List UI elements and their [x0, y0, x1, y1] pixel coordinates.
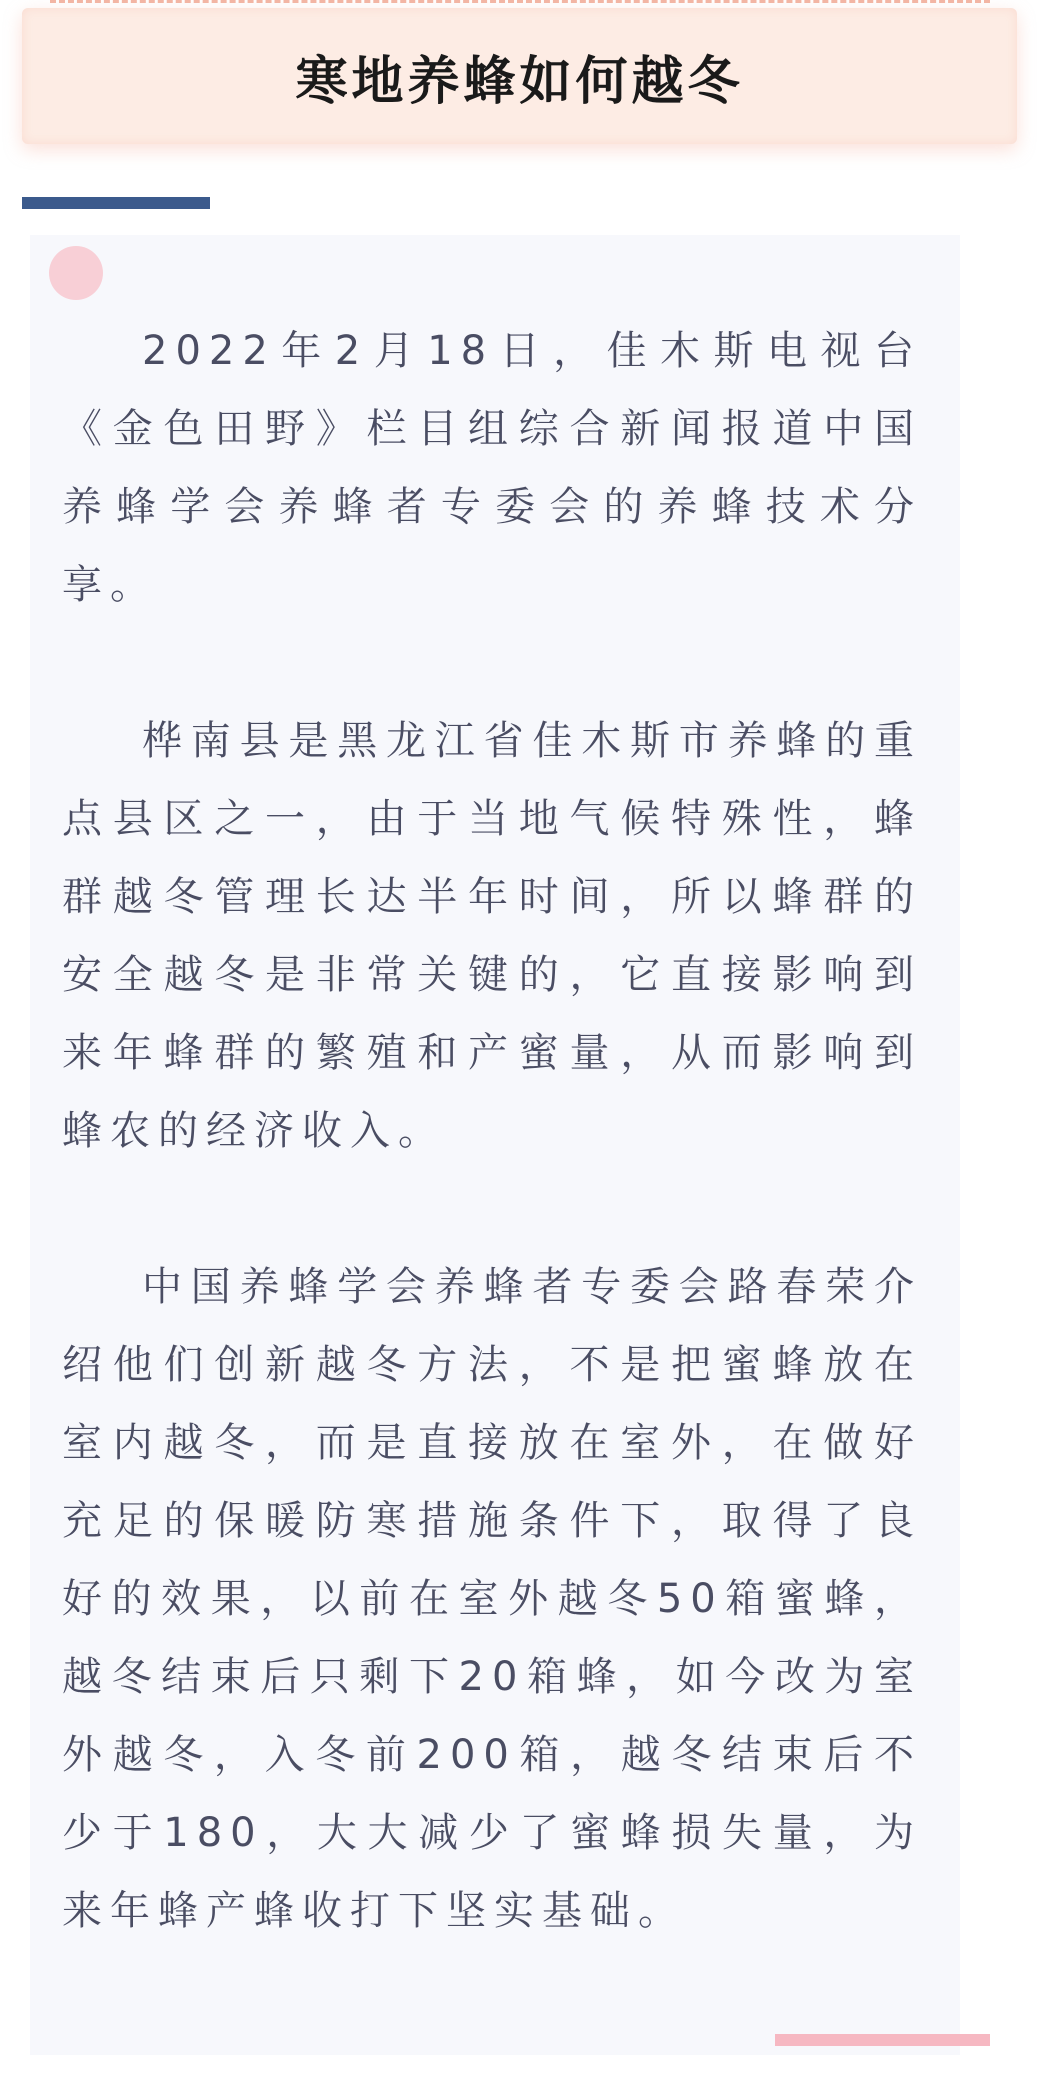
- paragraph-2: 桦南县是黑龙江省佳木斯市养蜂的重点县区之一，由于当地气候特殊性，蜂群越冬管理长达半年时间，所以蜂群的安全越冬是非常关键的，它直接影响到来年蜂群的繁殖和产蜜量，从而影响到蜂农的经济收入。: [62, 718, 922, 1154]
- pink-accent-bar: [775, 2034, 990, 2046]
- article-body: [62, 312, 922, 2028]
- paragraph-1: 2022年2月18日，佳木斯电视台《金色田野》栏目组综合新闻报道中国养蜂学会养蜂者专委会的养蜂技术分享。: [62, 328, 922, 608]
- blue-accent-bar: [22, 197, 210, 209]
- title-banner: [22, 8, 1017, 144]
- top-dashed-divider: [50, 0, 990, 3]
- paragraph-3: 中国养蜂学会养蜂者专委会路春荣介绍他们创新越冬方法，不是把蜜蜂放在室内越冬，而是直接放在室外，在做好充足的保暖防寒措施条件下，取得了良好的效果，以前在室外越冬50箱蜜蜂，越冬结束后只剩下20箱蜂，如今改为室外越冬，入冬前200箱，越冬结束后不少于180，大大减少了蜜蜂损失量，为来年蜂产蜂收打下坚实基础。: [62, 1264, 922, 1934]
- article-title: 寒地养蜂如何越冬: [295, 51, 744, 112]
- pink-dot-decoration: [49, 246, 103, 300]
